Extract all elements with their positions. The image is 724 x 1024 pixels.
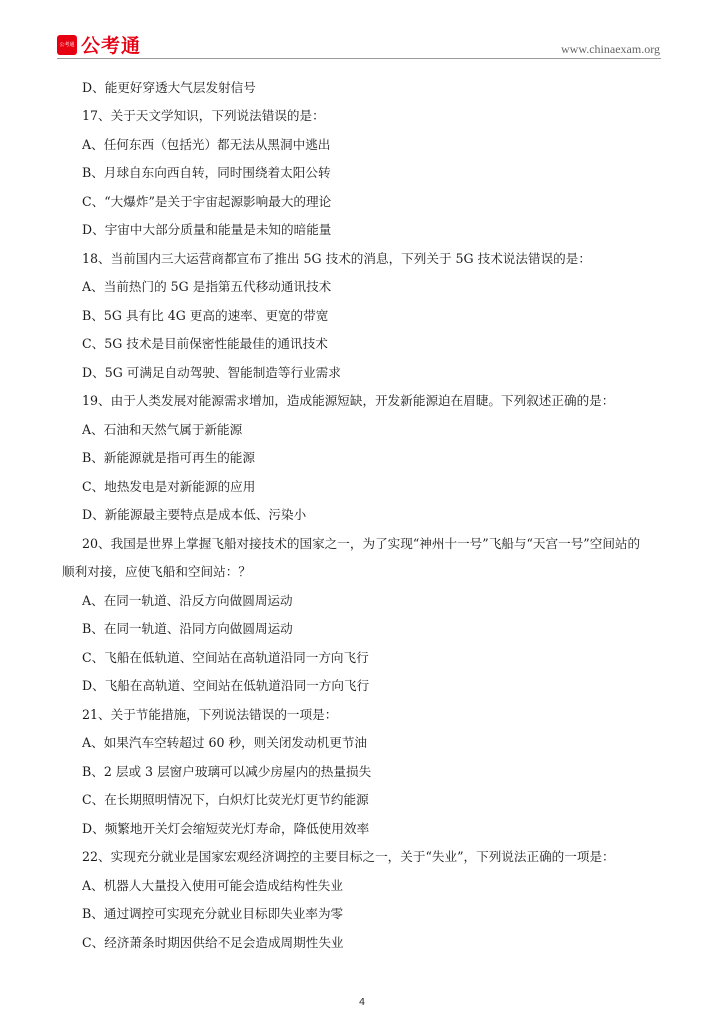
answer-option: C、地热发电是对新能源的应用 [82,479,256,494]
question-heading: 22、实现充分就业是国家宏观经济调控的主要目标之一，关于“失业”，下列说法正确的一项是： [82,849,615,864]
answer-option: A、机器人大量投入使用可能会造成结构性失业 [82,878,343,893]
answer-option: B、2 层或 3 层窗户玻璃可以减少房屋内的热量损失 [82,764,372,779]
answer-option: C、“大爆炸”是关于宇宙起源影响最大的理论 [82,194,332,209]
answer-option: B、月球自东向西自转，同时围绕着太阳公转 [82,165,331,180]
page-number: 4 [358,997,366,1008]
answer-option: D、飞船在高轨道、空间站在低轨道沿同一方向飞行 [82,678,370,693]
question-heading: 18、当前国内三大运营商都宣布了推出 5G 技术的消息，下列关于 5G 技术说法错误的是： [82,251,591,266]
answer-option: D、5G 可满足自动驾驶、智能制造等行业需求 [82,365,341,380]
site-url: www.chinaexam.org [561,42,660,56]
answer-option: C、飞船在低轨道、空间站在高轨道沿同一方向飞行 [82,650,369,665]
question-heading: 20、我国是世界上掌握飞船对接技术的国家之一，为了实现“神州十一号”飞船与“天宫一号”空间站的 [82,536,641,551]
answer-option: C、5G 技术是目前保密性能最佳的通讯技术 [82,336,328,351]
answer-option: B、新能源就是指可再生的能源 [82,450,255,465]
text-line: D、能更好穿透大气层发射信号 [82,80,256,95]
answer-option: C、在长期照明情况下，白炽灯比荧光灯更节约能源 [82,792,369,807]
question-continuation: 顺利对接，应使飞船和空间站：？ [62,564,251,579]
question-heading: 17、关于天文学知识，下列说法错误的是： [82,108,325,123]
question-heading: 21、关于节能措施，下列说法错误的一项是： [82,707,338,722]
logo-badge-icon: 公考通 [57,35,77,55]
logo-text: 公考通 [81,35,142,57]
answer-option: D、频繁地开关灯会缩短荧光灯寿命，降低使用效率 [82,821,370,836]
answer-option: A、任何东西（包括光）都无法从黑洞中逃出 [82,137,331,152]
answer-option: A、在同一轨道、沿反方向做圆周运动 [82,593,293,608]
answer-option: D、宇宙中大部分质量和能量是未知的暗能量 [82,222,332,237]
answer-option: C、经济萧条时期因供给不足会造成周期性失业 [82,935,344,950]
answer-option: A、如果汽车空转超过 60 秒，则关闭发动机更节油 [82,735,368,750]
answer-option: A、当前热门的 5G 是指第五代移动通讯技术 [82,279,332,294]
answer-option: B、通过调控可实现充分就业目标即失业率为零 [82,906,344,921]
answer-option: D、新能源最主要特点是成本低、污染小 [82,507,307,522]
answer-option: A、石油和天然气属于新能源 [82,422,243,437]
answer-option: B、5G 具有比 4G 更高的速率、更宽的带宽 [82,308,329,323]
answer-option: B、在同一轨道、沿同方向做圆周运动 [82,621,293,636]
question-heading: 19、由于人类发展对能源需求增加，造成能源短缺，开发新能源迫在眉睫。下列叙述正确的是： [82,393,615,408]
